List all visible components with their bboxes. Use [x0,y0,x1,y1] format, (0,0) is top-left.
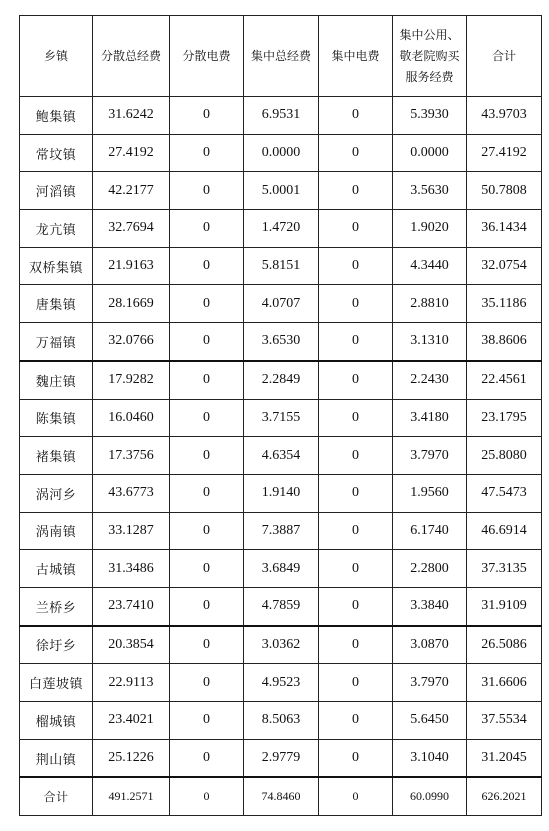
cell-sum: 32.0754 [467,247,542,285]
cell-sum: 46.6914 [467,512,542,550]
cell-dispersed-power: 0 [170,702,244,740]
total-label: 合计 [20,777,93,816]
total-row [20,777,542,816]
cell-town: 荆山镇 [20,739,93,777]
cell-dispersed-power: 0 [170,739,244,777]
cell-central-total: 1.4720 [244,210,319,248]
header-town: 乡镇 [20,16,93,97]
cell-sum: 37.3135 [467,550,542,588]
cell-dispersed-power: 0 [170,210,244,248]
cell-public: 5.3930 [393,97,467,135]
cell-public: 3.7970 [393,664,467,702]
table-row [20,247,542,285]
cell-dispersed-total: 16.0460 [93,399,170,437]
table-row [20,702,542,740]
cell-dispersed-power: 0 [170,134,244,172]
cell-town: 鲍集镇 [20,97,93,135]
cell-central-power: 0 [319,361,393,399]
cell-public: 3.4180 [393,399,467,437]
cell-central-total: 4.7859 [244,587,319,625]
cell-sum: 43.9703 [467,97,542,135]
header-central-total: 集中总经费 [244,16,319,97]
cell-town: 龙亢镇 [20,210,93,248]
table-row [20,210,542,248]
total-central-power: 0 [319,777,393,816]
cell-central-total: 5.8151 [244,247,319,285]
table-row [20,97,542,135]
cell-central-total: 8.5063 [244,702,319,740]
header-dispersed-total: 分散总经费 [93,16,170,97]
cell-town: 白莲坡镇 [20,664,93,702]
table-row [20,323,542,361]
cell-dispersed-power: 0 [170,626,244,664]
cell-dispersed-total: 17.3756 [93,437,170,475]
cell-dispersed-total: 32.7694 [93,210,170,248]
cell-central-power: 0 [319,474,393,512]
total-central-total: 74.8460 [244,777,319,816]
cell-public: 3.7970 [393,437,467,475]
cell-dispersed-total: 32.0766 [93,323,170,361]
header-public-services-line: 服务经费 [405,69,454,84]
cell-central-total: 3.0362 [244,626,319,664]
cell-town: 双桥集镇 [20,247,93,285]
cell-dispersed-total: 42.2177 [93,172,170,210]
cell-dispersed-power: 0 [170,172,244,210]
table-row [20,172,542,210]
cell-central-power: 0 [319,512,393,550]
cell-central-total: 5.0001 [244,172,319,210]
cell-central-total: 3.6530 [244,323,319,361]
table-body [20,97,542,778]
cell-dispersed-total: 25.1226 [93,739,170,777]
cell-town: 涡南镇 [20,512,93,550]
funding-table [19,15,542,816]
cell-town: 徐圩乡 [20,626,93,664]
cell-central-total: 4.6354 [244,437,319,475]
cell-public: 3.0870 [393,626,467,664]
header-dispersed-power: 分散电费 [170,16,244,97]
cell-sum: 35.1186 [467,285,542,323]
cell-central-power: 0 [319,97,393,135]
cell-dispersed-total: 28.1669 [93,285,170,323]
cell-sum: 23.1795 [467,399,542,437]
cell-central-power: 0 [319,285,393,323]
table-row [20,664,542,702]
cell-dispersed-power: 0 [170,664,244,702]
cell-dispersed-power: 0 [170,97,244,135]
cell-central-total: 1.9140 [244,474,319,512]
cell-town: 褚集镇 [20,437,93,475]
table-row [20,474,542,512]
cell-sum: 31.6606 [467,664,542,702]
cell-dispersed-power: 0 [170,437,244,475]
cell-dispersed-total: 31.3486 [93,550,170,588]
header-sum: 合计 [467,16,542,97]
cell-town: 河滔镇 [20,172,93,210]
cell-sum: 27.4192 [467,134,542,172]
cell-dispersed-total: 27.4192 [93,134,170,172]
cell-sum: 26.5086 [467,626,542,664]
cell-sum: 25.8080 [467,437,542,475]
cell-central-power: 0 [319,399,393,437]
cell-central-power: 0 [319,550,393,588]
cell-sum: 22.4561 [467,361,542,399]
cell-public: 3.1040 [393,739,467,777]
cell-sum: 50.7808 [467,172,542,210]
cell-sum: 37.5534 [467,702,542,740]
cell-town: 唐集镇 [20,285,93,323]
cell-public: 3.3840 [393,587,467,625]
cell-public: 2.2430 [393,361,467,399]
cell-dispersed-power: 0 [170,247,244,285]
cell-dispersed-total: 21.9163 [93,247,170,285]
cell-sum: 38.8606 [467,323,542,361]
cell-public: 2.8810 [393,285,467,323]
cell-dispersed-power: 0 [170,285,244,323]
cell-public: 0.0000 [393,134,467,172]
table-row [20,399,542,437]
cell-public: 5.6450 [393,702,467,740]
cell-dispersed-total: 33.1287 [93,512,170,550]
cell-dispersed-power: 0 [170,512,244,550]
cell-central-total: 2.9779 [244,739,319,777]
cell-dispersed-power: 0 [170,587,244,625]
cell-public: 1.9020 [393,210,467,248]
total-dispersed-power: 0 [170,777,244,816]
cell-sum: 31.9109 [467,587,542,625]
header-public-services-line: 集中公用、 [399,27,460,42]
table-row [20,437,542,475]
cell-sum: 47.5473 [467,474,542,512]
cell-town: 涡河乡 [20,474,93,512]
cell-sum: 36.1434 [467,210,542,248]
cell-central-power: 0 [319,626,393,664]
table-row [20,134,542,172]
cell-public: 2.2800 [393,550,467,588]
cell-central-total: 2.2849 [244,361,319,399]
cell-dispersed-total: 22.9113 [93,664,170,702]
table-row [20,587,542,625]
cell-public: 4.3440 [393,247,467,285]
cell-central-power: 0 [319,323,393,361]
cell-central-total: 4.9523 [244,664,319,702]
cell-central-power: 0 [319,247,393,285]
table-row [20,739,542,777]
cell-public: 6.1740 [393,512,467,550]
cell-sum: 31.2045 [467,739,542,777]
header-central-power: 集中电费 [319,16,393,97]
header-public-services-line: 敬老院购买 [399,48,460,63]
cell-central-total: 6.9531 [244,97,319,135]
cell-dispersed-total: 23.4021 [93,702,170,740]
cell-central-power: 0 [319,172,393,210]
cell-public: 3.5630 [393,172,467,210]
cell-dispersed-total: 23.7410 [93,587,170,625]
cell-central-total: 4.0707 [244,285,319,323]
cell-central-total: 3.7155 [244,399,319,437]
cell-town: 榴城镇 [20,702,93,740]
cell-public: 1.9560 [393,474,467,512]
cell-dispersed-total: 20.3854 [93,626,170,664]
cell-central-power: 0 [319,587,393,625]
cell-central-power: 0 [319,664,393,702]
total-sum: 626.2021 [467,777,542,816]
table-row [20,285,542,323]
cell-dispersed-power: 0 [170,474,244,512]
cell-central-total: 7.3887 [244,512,319,550]
cell-central-total: 0.0000 [244,134,319,172]
cell-public: 3.1310 [393,323,467,361]
header-row [20,16,542,97]
cell-dispersed-power: 0 [170,550,244,588]
cell-town: 古城镇 [20,550,93,588]
cell-town: 常坟镇 [20,134,93,172]
total-dispersed-total: 491.2571 [93,777,170,816]
total-public: 60.0990 [393,777,467,816]
cell-town: 兰桥乡 [20,587,93,625]
cell-town: 陈集镇 [20,399,93,437]
cell-central-power: 0 [319,210,393,248]
table-row [20,512,542,550]
cell-central-power: 0 [319,702,393,740]
cell-dispersed-total: 17.9282 [93,361,170,399]
cell-dispersed-total: 43.6773 [93,474,170,512]
cell-central-power: 0 [319,739,393,777]
cell-dispersed-power: 0 [170,361,244,399]
cell-dispersed-total: 31.6242 [93,97,170,135]
cell-dispersed-power: 0 [170,399,244,437]
table-row [20,626,542,664]
table-row [20,550,542,588]
cell-central-power: 0 [319,134,393,172]
cell-town: 魏庄镇 [20,361,93,399]
table-row [20,361,542,399]
cell-town: 万福镇 [20,323,93,361]
cell-central-total: 3.6849 [244,550,319,588]
cell-central-power: 0 [319,437,393,475]
header-public-services [393,16,467,97]
cell-dispersed-power: 0 [170,323,244,361]
